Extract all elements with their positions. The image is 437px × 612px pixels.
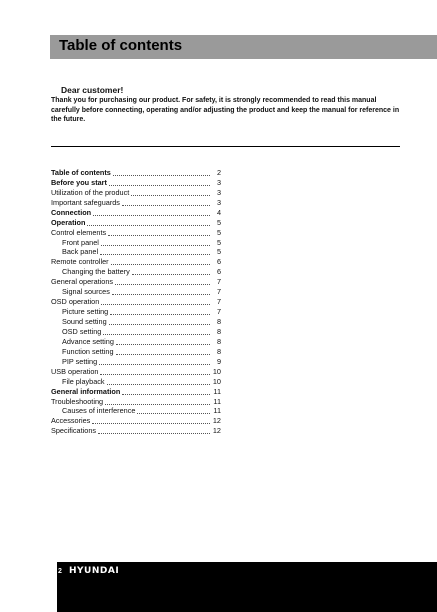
toc-entry[interactable] xyxy=(51,238,221,248)
toc-entry-page: 2 xyxy=(216,167,221,177)
toc-entry-page: 8 xyxy=(216,317,221,327)
toc-entry-label: Signal sources xyxy=(62,287,110,297)
toc-entry[interactable] xyxy=(51,426,221,436)
toc-leader-dots xyxy=(115,277,210,285)
toc-entry[interactable] xyxy=(51,377,221,387)
toc-entry-label: General operations xyxy=(51,277,114,287)
toc-entry[interactable] xyxy=(51,218,221,228)
toc-entry[interactable] xyxy=(51,178,221,188)
toc-entry[interactable] xyxy=(51,416,221,426)
toc-entry[interactable] xyxy=(51,387,221,397)
toc-entry-label: Table of contents xyxy=(51,167,111,177)
toc-entry-label: USB operation xyxy=(51,366,99,376)
toc-entry[interactable] xyxy=(51,327,221,337)
toc-entry-label: Picture setting xyxy=(62,307,109,317)
toc-entry-label: Sound setting xyxy=(62,317,107,327)
toc-leader-dots xyxy=(111,257,210,265)
toc-entry-page: 11 xyxy=(213,386,221,396)
toc-entry-label: Utilization of the product xyxy=(51,187,130,197)
brand-logo: HYUNDAI xyxy=(69,566,120,576)
toc-entry-label: General information xyxy=(51,386,121,396)
toc-leader-dots xyxy=(131,188,210,196)
toc-leader-dots xyxy=(116,347,210,355)
toc-leader-dots xyxy=(99,357,210,365)
toc-leader-dots xyxy=(93,208,210,216)
toc-leader-dots xyxy=(110,307,210,315)
toc-entry-page: 3 xyxy=(216,177,221,187)
toc-entry[interactable] xyxy=(51,168,221,178)
toc-leader-dots xyxy=(137,406,210,414)
toc-leader-dots xyxy=(101,238,210,246)
toc-entry[interactable] xyxy=(51,198,221,208)
toc-entry[interactable] xyxy=(51,248,221,258)
toc-entry-label: Back panel xyxy=(62,247,99,257)
toc-leader-dots xyxy=(122,198,210,206)
toc-entry-label: Control elements xyxy=(51,227,107,237)
toc-entry[interactable] xyxy=(51,277,221,287)
intro-text: Thank you for purchasing our product. For safety, it is strongly recommended to read this manual carefully before connecting, operating and/or adjusting the product and keep the manual for reference in the future. xyxy=(51,97,400,123)
page-number: 2 xyxy=(58,568,62,575)
toc-leader-dots xyxy=(107,377,210,385)
toc-entry[interactable] xyxy=(51,367,221,377)
toc-leader-dots xyxy=(101,297,210,305)
toc-leader-dots xyxy=(105,397,210,405)
toc-entry-label: Specifications xyxy=(51,426,97,436)
toc-entry-page: 5 xyxy=(216,247,221,257)
toc-entry-label: OSD operation xyxy=(51,297,100,307)
toc-entry[interactable] xyxy=(51,407,221,417)
toc-entry-page: 10 xyxy=(212,366,221,376)
toc-entry[interactable] xyxy=(51,188,221,198)
toc-entry-label: Changing the battery xyxy=(62,267,130,277)
toc-leader-dots xyxy=(109,317,210,325)
toc-leader-dots xyxy=(87,218,210,226)
toc-entry[interactable] xyxy=(51,267,221,277)
toc-entry-page: 3 xyxy=(216,187,221,197)
toc-entry-page: 5 xyxy=(216,217,221,227)
toc-entry-label: Front panel xyxy=(62,237,99,247)
toc-entry[interactable] xyxy=(51,337,221,347)
toc-entry-page: 9 xyxy=(216,356,221,366)
page-title: Table of contents xyxy=(59,37,183,54)
toc-entry[interactable] xyxy=(51,257,221,267)
toc-leader-dots xyxy=(98,426,210,434)
toc-entry-page: 4 xyxy=(216,207,221,217)
toc-entry-page: 8 xyxy=(216,326,221,336)
toc-entry-page: 8 xyxy=(216,336,221,346)
toc-leader-dots xyxy=(100,247,210,255)
toc-entry-page: 7 xyxy=(216,277,221,287)
toc-entry-label: Advance setting xyxy=(62,336,114,346)
toc-entry-label: Remote controller xyxy=(51,257,109,267)
toc-entry-page: 8 xyxy=(216,346,221,356)
toc-leader-dots xyxy=(116,337,210,345)
toc-entry[interactable] xyxy=(51,357,221,367)
toc-entry-page: 12 xyxy=(212,416,221,426)
toc-entry-label: Accessories xyxy=(51,416,91,426)
toc-list xyxy=(51,168,221,436)
toc-entry-label: File playback xyxy=(62,376,105,386)
toc-entry-label: Operation xyxy=(51,217,86,227)
toc-entry-page: 7 xyxy=(216,307,221,317)
toc-entry[interactable] xyxy=(51,287,221,297)
title-bar xyxy=(50,35,437,59)
toc-leader-dots xyxy=(103,327,210,335)
toc-entry-page: 3 xyxy=(216,197,221,207)
toc-entry-page: 5 xyxy=(216,227,221,237)
toc-entry-page: 11 xyxy=(213,406,221,416)
greeting: Dear customer! xyxy=(61,85,124,95)
toc-entry-label: PIP setting xyxy=(62,356,98,366)
toc-entry-page: 5 xyxy=(216,237,221,247)
toc-leader-dots xyxy=(100,367,210,375)
toc-entry-label: Function setting xyxy=(62,346,114,356)
toc-entry[interactable] xyxy=(51,317,221,327)
toc-entry-page: 6 xyxy=(216,257,221,267)
toc-entry[interactable] xyxy=(51,397,221,407)
toc-entry-label: Causes of interference xyxy=(62,406,136,416)
toc-entry[interactable] xyxy=(51,307,221,317)
toc-leader-dots xyxy=(113,168,210,176)
toc-entry[interactable] xyxy=(51,347,221,357)
divider xyxy=(51,146,400,147)
toc-entry-label: Troubleshooting xyxy=(51,396,104,406)
toc-entry-label: Connection xyxy=(51,207,92,217)
toc-leader-dots xyxy=(122,387,210,395)
toc-entry[interactable] xyxy=(51,228,221,238)
toc-leader-dots xyxy=(112,287,210,295)
toc-entry[interactable] xyxy=(51,208,221,218)
toc-entry[interactable] xyxy=(51,297,221,307)
toc-entry-page: 12 xyxy=(212,426,221,436)
toc-leader-dots xyxy=(108,228,210,236)
toc-entry-page: 7 xyxy=(216,287,221,297)
toc-entry-page: 7 xyxy=(216,297,221,307)
toc-entry-label: OSD setting xyxy=(62,326,102,336)
toc-entry-page: 10 xyxy=(212,376,221,386)
toc-leader-dots xyxy=(92,416,210,424)
toc-leader-dots xyxy=(109,178,210,186)
toc-entry-label: Important safeguards xyxy=(51,197,120,207)
toc-leader-dots xyxy=(132,267,210,275)
toc-entry-page: 6 xyxy=(216,267,221,277)
toc-entry-label: Before you start xyxy=(51,177,107,187)
toc-entry-page: 11 xyxy=(213,396,221,406)
